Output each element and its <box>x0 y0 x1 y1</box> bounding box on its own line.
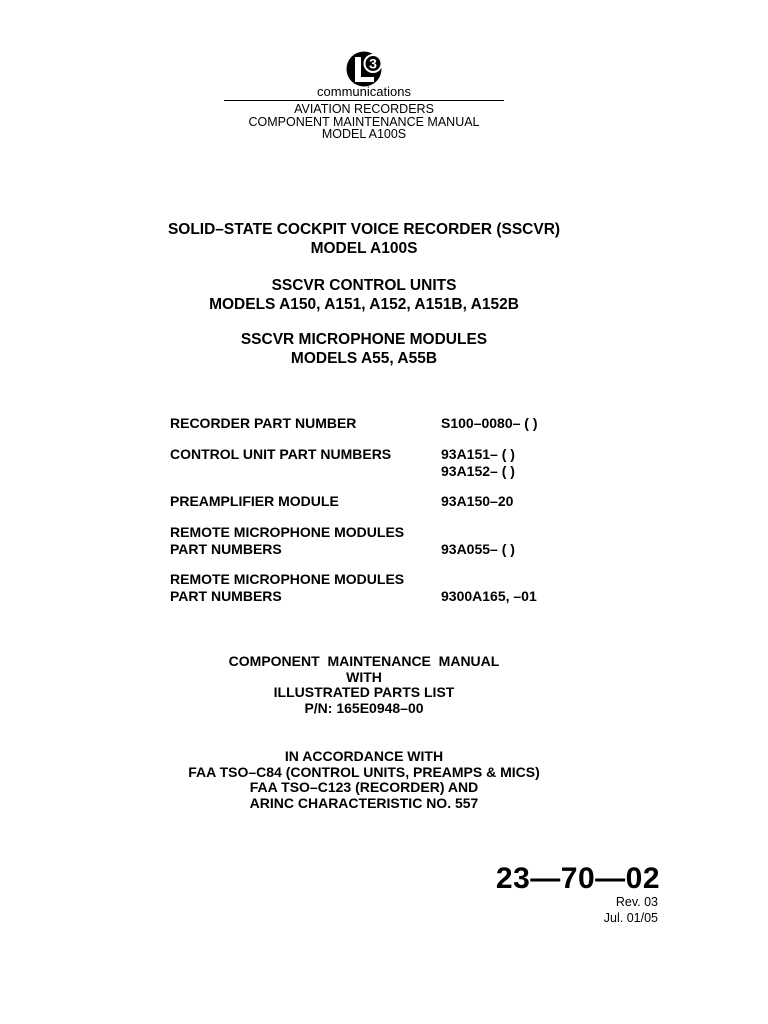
header-block <box>0 103 728 141</box>
mic-modules-title <box>0 331 728 368</box>
title-line: MODEL A100S <box>310 239 418 257</box>
document-number: 23—70—02 <box>495 862 660 895</box>
accordance-line: FAA TSO–C123 (RECORDER) AND <box>249 779 479 796</box>
manual-block <box>0 654 728 716</box>
accordance-line: FAA TSO–C84 (CONTROL UNITS, PREAMPS & MICS) <box>188 763 540 780</box>
parts-value: 93A055– ( ) <box>441 540 515 557</box>
title-line: MODELS A55, A55B <box>290 349 438 367</box>
parts-value: 93A151– ( ) 93A152– ( ) <box>441 446 515 479</box>
svg-text:3: 3 <box>369 55 377 72</box>
company-brand <box>0 86 728 100</box>
accordance-line: IN ACCORDANCE WITH <box>284 748 444 764</box>
parts-label: RECORDER PART NUMBER <box>170 415 357 431</box>
title-line: MODELS A150, A151, A152, A151B, A152B <box>209 295 519 313</box>
parts-value: S100–0080– ( ) <box>441 415 538 431</box>
header-rule <box>224 100 504 101</box>
title-line: SSCVR MICROPHONE MODULES <box>240 331 488 348</box>
manual-line: COMPONENT MAINTENANCE MANUAL <box>228 653 500 669</box>
parts-value: 93A150–20 <box>441 493 514 509</box>
parts-label: CONTROL UNIT PART NUMBERS <box>170 446 392 462</box>
parts-label: REMOTE MICROPHONE MODULES PART NUMBERS <box>170 571 405 604</box>
revision-date: Jul. 01/05 <box>603 911 658 925</box>
brand-text: communications <box>317 84 411 99</box>
main-title <box>0 221 728 258</box>
accordance-block <box>0 749 728 811</box>
header-line: AVIATION RECORDERS <box>294 102 434 116</box>
parts-value: 9300A165, –01 <box>441 587 537 604</box>
manual-line: ILLUSTRATED PARTS LIST <box>273 684 455 701</box>
header-line: COMPONENT MAINTENANCE MANUAL <box>248 114 480 129</box>
parts-label: REMOTE MICROPHONE MODULES PART NUMBERS <box>170 524 405 557</box>
header-line: MODEL A100S <box>321 127 407 142</box>
manual-part-number: P/N: 165E0948–00 <box>304 699 424 716</box>
accordance-line: ARINC CHARACTERISTIC NO. 557 <box>249 794 479 811</box>
manual-line: WITH <box>346 668 382 685</box>
parts-label: PREAMPLIFIER MODULE <box>170 493 339 509</box>
title-line: SOLID–STATE COCKPIT VOICE RECORDER (SSCVR) <box>167 221 561 238</box>
revision-label: Rev. 03 <box>615 895 658 909</box>
control-units-title <box>0 277 728 314</box>
title-line: SSCVR CONTROL UNITS <box>271 277 457 294</box>
